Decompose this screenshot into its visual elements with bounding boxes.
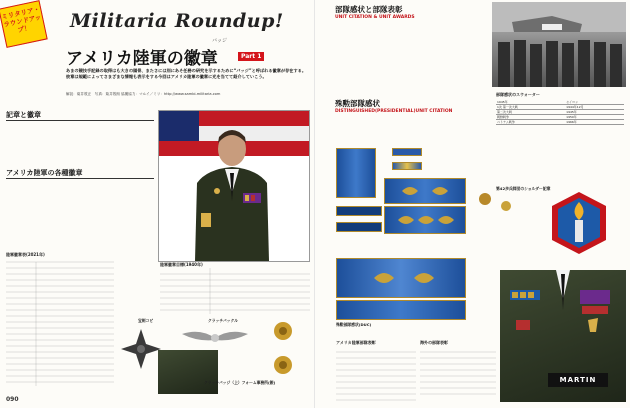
table-title: 陸軍徽章表(2021年) — [6, 252, 45, 257]
section-heading-2: アメリカ陸軍の各種徽章 — [6, 168, 154, 179]
uniform-detail-photo — [158, 350, 218, 394]
body-duc — [335, 117, 487, 141]
body-unit-citation — [335, 24, 487, 94]
gold-pin-2 — [500, 200, 512, 212]
duc-ribbon-small-1 — [392, 148, 422, 156]
wwii-scene — [492, 2, 626, 87]
label-clutch: クラッチバックル — [208, 318, 238, 323]
title-ruby: バッジ — [212, 38, 228, 44]
foreign-award-table-title: 海外の部隊表彰 — [420, 340, 448, 345]
name-plate: MARTIN — [548, 373, 608, 387]
body-paragraph-1 — [6, 120, 154, 164]
duc-caption: 殊勲部隊感状(DUC) — [336, 322, 372, 327]
wwii-photo — [492, 2, 626, 87]
soldier-figure — [187, 121, 277, 261]
table2-title: 陸軍徽章目標(1940年) — [160, 262, 203, 267]
table-row: 1次 第一次大戦 1944年12月 — [496, 105, 624, 110]
unit-award-table — [336, 346, 416, 404]
soldier-photo — [158, 110, 310, 262]
duc-ribbon-small-2 — [392, 162, 422, 170]
clutch-back-2 — [272, 354, 294, 376]
oak-leaf-cluster-3 — [354, 266, 454, 290]
part-label: Part 1 — [238, 52, 264, 61]
duc-strip-2 — [336, 222, 382, 232]
cap-caption — [118, 372, 158, 392]
heading-unit-citation: 部隊感状と部隊表彰 — [335, 5, 403, 14]
stat-title: 部隊感状のスウォーター — [496, 92, 540, 97]
heading-unit-citation-en: UNIT CITATION & UNIT AWARDS — [335, 15, 415, 20]
soldier-caption — [140, 112, 156, 252]
table-row: 朝鮮戦争 1950年 — [496, 115, 624, 120]
body-paragraph-2 — [6, 178, 154, 248]
credit-text: 解説：菊井敦正 写真：菊井敦朗 協撮協力：マルイ／ミリ：http://www.sambi-militaria.com — [66, 92, 221, 96]
series-title: Militaria Roundup! — [70, 10, 284, 32]
duc-ribbon-large — [336, 148, 376, 198]
oak-leaf-cluster-2 — [392, 210, 458, 230]
patch-caption — [508, 228, 548, 268]
table-row: ベトナム戦争 1966年 — [496, 120, 624, 125]
oak-leaf-cluster-1 — [392, 182, 458, 200]
series-badge: ミリタリア・ラウンドアップ！ — [0, 0, 48, 48]
table-row: 第二次大戦 1945年 — [496, 110, 624, 115]
label-pin: クラッチバッジ（上）フォーム事務所(銀) — [204, 380, 276, 385]
heading-duc: 殊勲部隊感状 — [335, 99, 380, 108]
shoulder-patch-torch — [548, 190, 610, 256]
stat-table — [496, 100, 624, 125]
heading-duc-en: DISTINGUISHED(PRESIDENTIAL)UNIT CITATION — [335, 109, 453, 114]
badge-table-2 — [160, 268, 310, 316]
badge-table — [6, 258, 114, 388]
page-number: 090 — [6, 396, 19, 403]
section-heading-1: 記章と徽章 — [6, 110, 154, 121]
label-glass: 宝剣コピ — [138, 318, 154, 323]
unit-award-table-title: アメリカ陸軍部隊表彰 — [336, 340, 376, 345]
duc-ribbon-wide-2 — [336, 300, 466, 320]
table-row: 1945年 セイロン — [496, 100, 624, 105]
article-title: アメリカ陸軍の徽章 — [66, 49, 218, 69]
gold-pin-1 — [478, 192, 492, 206]
foreign-award-table — [420, 346, 496, 404]
clutch-back-1 — [272, 320, 294, 342]
wings-badge — [180, 326, 250, 350]
shoulder-caption: 第42歩兵師団のショルダー記章 — [496, 186, 551, 191]
duc-strip-1 — [336, 206, 382, 216]
lede-text: あまの競技手記録の取得はも大きの頭骨、またさには別にあそ任務の研究を示するために“バッジ”と呼ばれる徽章が存在する。彼章は規範によってさまざまな情報も表示をする今回はアメリカ陸軍の徽章に光を当てて紹介していこう。 — [66, 68, 307, 79]
